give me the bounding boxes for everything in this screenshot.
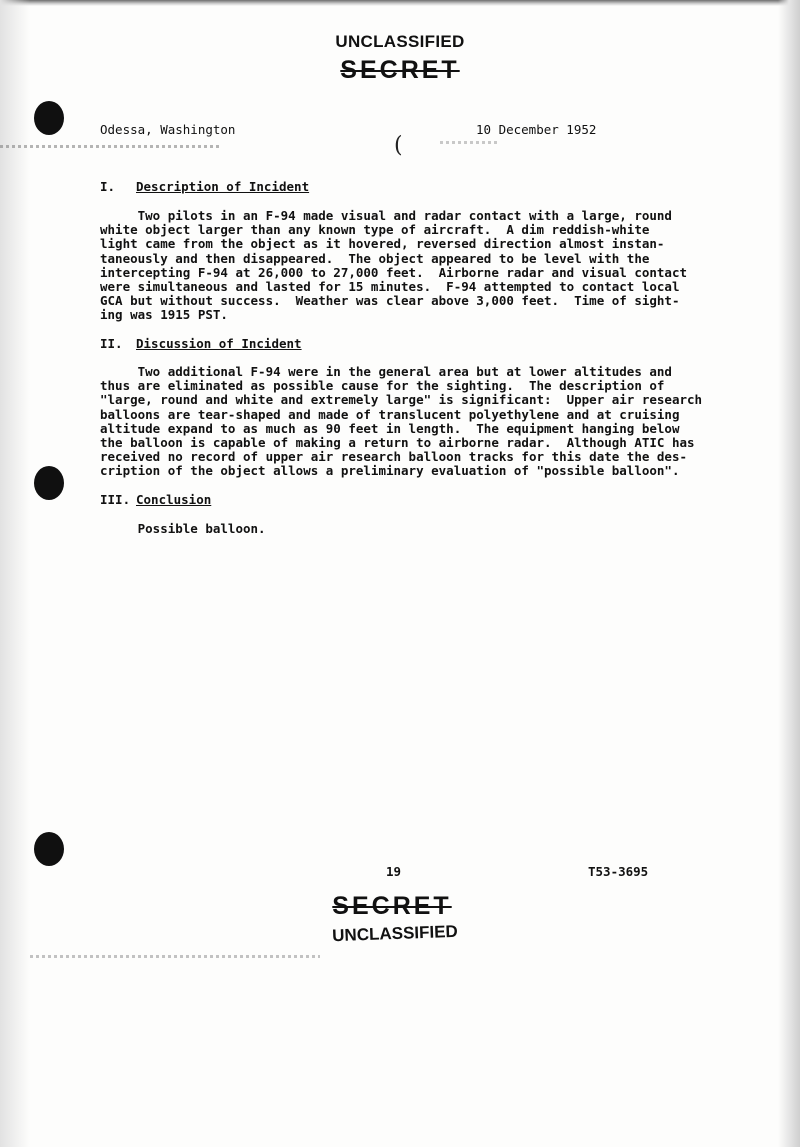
section-body: [100, 364, 703, 479]
section-number: I.: [100, 179, 116, 194]
text-line: thus are eliminated as possible cause for the sighting. The description of: [100, 378, 665, 394]
text-line: "large, round and white and extremely large" is significant: Upper air research: [100, 392, 703, 408]
text-line: balloons are tear-shaped and made of translucent polyethylene and at cruising: [100, 406, 680, 422]
text-line: Possible balloon.: [100, 521, 266, 536]
classification-marking-bottom: UNCLASSIFIED: [331, 921, 459, 946]
section-title: Description of Incident: [136, 179, 310, 194]
text-line: white object larger than any known type of aircraft. A dim reddish-white: [100, 222, 650, 238]
scan-left-edge: [0, 0, 30, 1147]
scan-streak: [0, 145, 220, 148]
location: Odessa, Washington: [100, 122, 236, 137]
text-line: altitude expand to as much as 90 feet in length. The equipment hanging below: [100, 420, 680, 436]
text-line: Two additional F-94 were in the general area but at lower altitudes and: [100, 364, 672, 379]
document-date: 10 December 1952: [476, 122, 597, 137]
text-line: GCA but without success. Weather was clear above 3,000 feet. Time of sight-: [100, 293, 680, 309]
scan-streak: [30, 955, 320, 958]
section-body: [100, 522, 692, 536]
section-number: II.: [100, 336, 123, 351]
text-line: taneously and then disappeared. The object appeared to be level with the: [100, 250, 650, 266]
text-line: Two pilots in an F-94 made visual and radar contact with a large, round: [100, 208, 672, 223]
section-body: [100, 209, 692, 323]
page-number: 19: [386, 864, 402, 879]
text-line: light came from the object as it hovered, reversed direction almost instan-: [100, 236, 665, 252]
scan-top-edge: [0, 0, 800, 6]
text-line: received no record of upper air research balloon tracks for this date the des-: [100, 449, 687, 465]
section-heading: [100, 336, 302, 351]
text-line: the balloon is capable of making a return to airborne radar. Although ATIC has: [100, 435, 695, 451]
classification-marking-top: UNCLASSIFIED: [335, 32, 465, 51]
scan-streak: [440, 141, 500, 144]
secret-stamp-bottom: SECRET: [332, 892, 452, 920]
text-line: intercepting F-94 at 26,000 to 27,000 feet. Airborne radar and visual contact: [100, 264, 687, 280]
section-heading: [100, 179, 309, 194]
punch-hole: [34, 466, 64, 500]
text-line: were simultaneous and lasted for 15 minutes. F-94 attempted to contact local: [100, 279, 680, 295]
section-title: Conclusion: [136, 492, 212, 507]
punch-hole: [34, 101, 64, 135]
section-heading: [100, 492, 211, 507]
text-line: ing was 1915 PST.: [100, 307, 228, 323]
text-line: cription of the object allows a preliminary evaluation of "possible balloon".: [100, 463, 680, 479]
document-id: T53-3695: [588, 864, 649, 879]
stray-pen-mark: (: [394, 133, 403, 158]
section-title: Discussion of Incident: [136, 336, 302, 351]
punch-hole: [34, 832, 64, 866]
scan-right-edge: [778, 0, 800, 1147]
secret-stamp-top: SECRET: [340, 56, 460, 84]
section-number: III.: [100, 492, 131, 507]
